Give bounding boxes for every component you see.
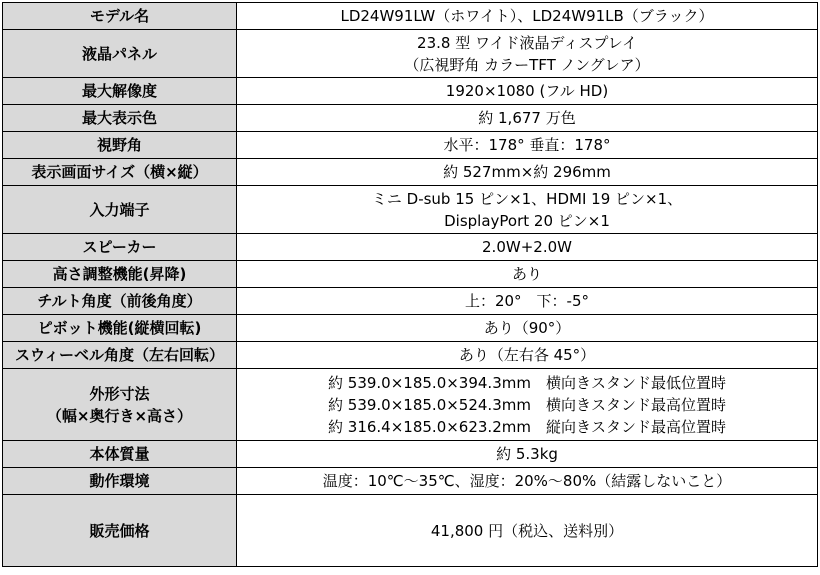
value-text: あり（90°） <box>483 319 571 337</box>
label-text: 最大解像度 <box>81 82 157 100</box>
value-tilt <box>237 288 818 315</box>
row-panel <box>3 30 818 78</box>
label-text: 最大表示色 <box>81 109 157 127</box>
label-text: 本体質量 <box>89 445 150 463</box>
value-text: 23.8 型 ワイド液晶ディスプレイ <box>417 33 637 52</box>
value-text: 41,800 円（税込、送料別） <box>430 521 624 540</box>
row-price <box>3 495 818 567</box>
row-environment <box>3 468 818 495</box>
label-text: （幅×奥行き×高さ） <box>46 406 193 425</box>
value-resolution <box>237 78 818 105</box>
value-text: 1920×1080 (フル HD) <box>445 82 609 100</box>
row-height-adjust <box>3 261 818 288</box>
value-text: あり（左右各 45°） <box>458 346 596 364</box>
label-text: スピーカー <box>82 238 157 256</box>
value-colors <box>237 105 818 132</box>
row-inputs <box>3 186 818 234</box>
value-text: 約 5.3kg <box>496 445 558 463</box>
label-height-adjust <box>3 261 237 288</box>
row-model <box>3 3 818 30</box>
label-model <box>3 3 237 30</box>
value-price <box>237 495 818 567</box>
row-weight <box>3 441 818 468</box>
label-text: スウィーベル角度（左右回転） <box>14 346 225 364</box>
value-text: あり <box>511 265 542 283</box>
value-model <box>237 3 818 30</box>
label-inputs <box>3 186 237 234</box>
value-text: ミニ D-sub 15 ピン×1、HDMI 19 ピン×1、 <box>371 189 683 208</box>
value-text: 温度：10℃～35℃、湿度：20%～80%（結露しないこと） <box>322 472 732 490</box>
value-text: LD24W91LW（ホワイト）、LD24W91LB（ブラック） <box>340 7 714 25</box>
label-text: 視野角 <box>96 136 142 154</box>
label-panel <box>3 30 237 78</box>
row-speaker <box>3 234 818 261</box>
label-text: 表示画面サイズ（横×縦） <box>31 163 208 181</box>
row-viewing-angle <box>3 132 818 159</box>
label-dimensions <box>3 369 237 441</box>
label-swivel <box>3 342 237 369</box>
value-speaker <box>237 234 818 261</box>
row-tilt <box>3 288 818 315</box>
label-text: 動作環境 <box>89 472 150 490</box>
label-text: モデル名 <box>89 7 150 25</box>
label-resolution <box>3 78 237 105</box>
value-swivel <box>237 342 818 369</box>
label-text: 外形寸法 <box>89 384 150 403</box>
value-pivot <box>237 315 818 342</box>
value-environment <box>237 468 818 495</box>
row-swivel <box>3 342 818 369</box>
label-text: 販売価格 <box>89 521 150 540</box>
value-text: 約 316.4×185.0×623.2mm 縦向きスタンド最高位置時 <box>328 417 726 436</box>
label-weight <box>3 441 237 468</box>
value-text: 約 1,677 万色 <box>478 109 576 127</box>
value-height-adjust <box>237 261 818 288</box>
row-colors <box>3 105 818 132</box>
value-text: 約 527mm×約 296mm <box>443 163 611 181</box>
row-screen-size <box>3 159 818 186</box>
label-price <box>3 495 237 567</box>
label-text: 高さ調整機能(昇降) <box>52 265 187 283</box>
label-pivot <box>3 315 237 342</box>
label-text: 入力端子 <box>89 200 150 219</box>
value-text: 2.0W+2.0W <box>482 238 572 256</box>
value-text: 水平：178° 垂直：178° <box>443 136 611 154</box>
label-viewing-angle <box>3 132 237 159</box>
label-colors <box>3 105 237 132</box>
label-screen-size <box>3 159 237 186</box>
label-tilt <box>3 288 237 315</box>
label-text: チルト角度（前後角度） <box>37 292 202 310</box>
value-dimensions <box>237 369 818 441</box>
value-text: 上：20° 下：-5° <box>464 292 590 310</box>
value-screen-size <box>237 159 818 186</box>
label-speaker <box>3 234 237 261</box>
row-pivot <box>3 315 818 342</box>
value-text: 約 539.0×185.0×524.3mm 横向きスタンド最高位置時 <box>328 395 726 414</box>
label-text: 液晶パネル <box>81 44 157 63</box>
value-inputs <box>237 186 818 234</box>
value-panel <box>237 30 818 78</box>
label-environment <box>3 468 237 495</box>
label-text: ピボット機能(縦横回転) <box>37 319 202 337</box>
row-dimensions <box>3 369 818 441</box>
spec-table <box>2 2 818 567</box>
value-weight <box>237 441 818 468</box>
value-text: DisplayPort 20 ピン×1 <box>444 211 610 230</box>
row-resolution <box>3 78 818 105</box>
value-text: （広視野角 カラーTFT ノングレア） <box>404 55 650 74</box>
value-viewing-angle <box>237 132 818 159</box>
value-text: 約 539.0×185.0×394.3mm 横向きスタンド最低位置時 <box>328 373 726 392</box>
